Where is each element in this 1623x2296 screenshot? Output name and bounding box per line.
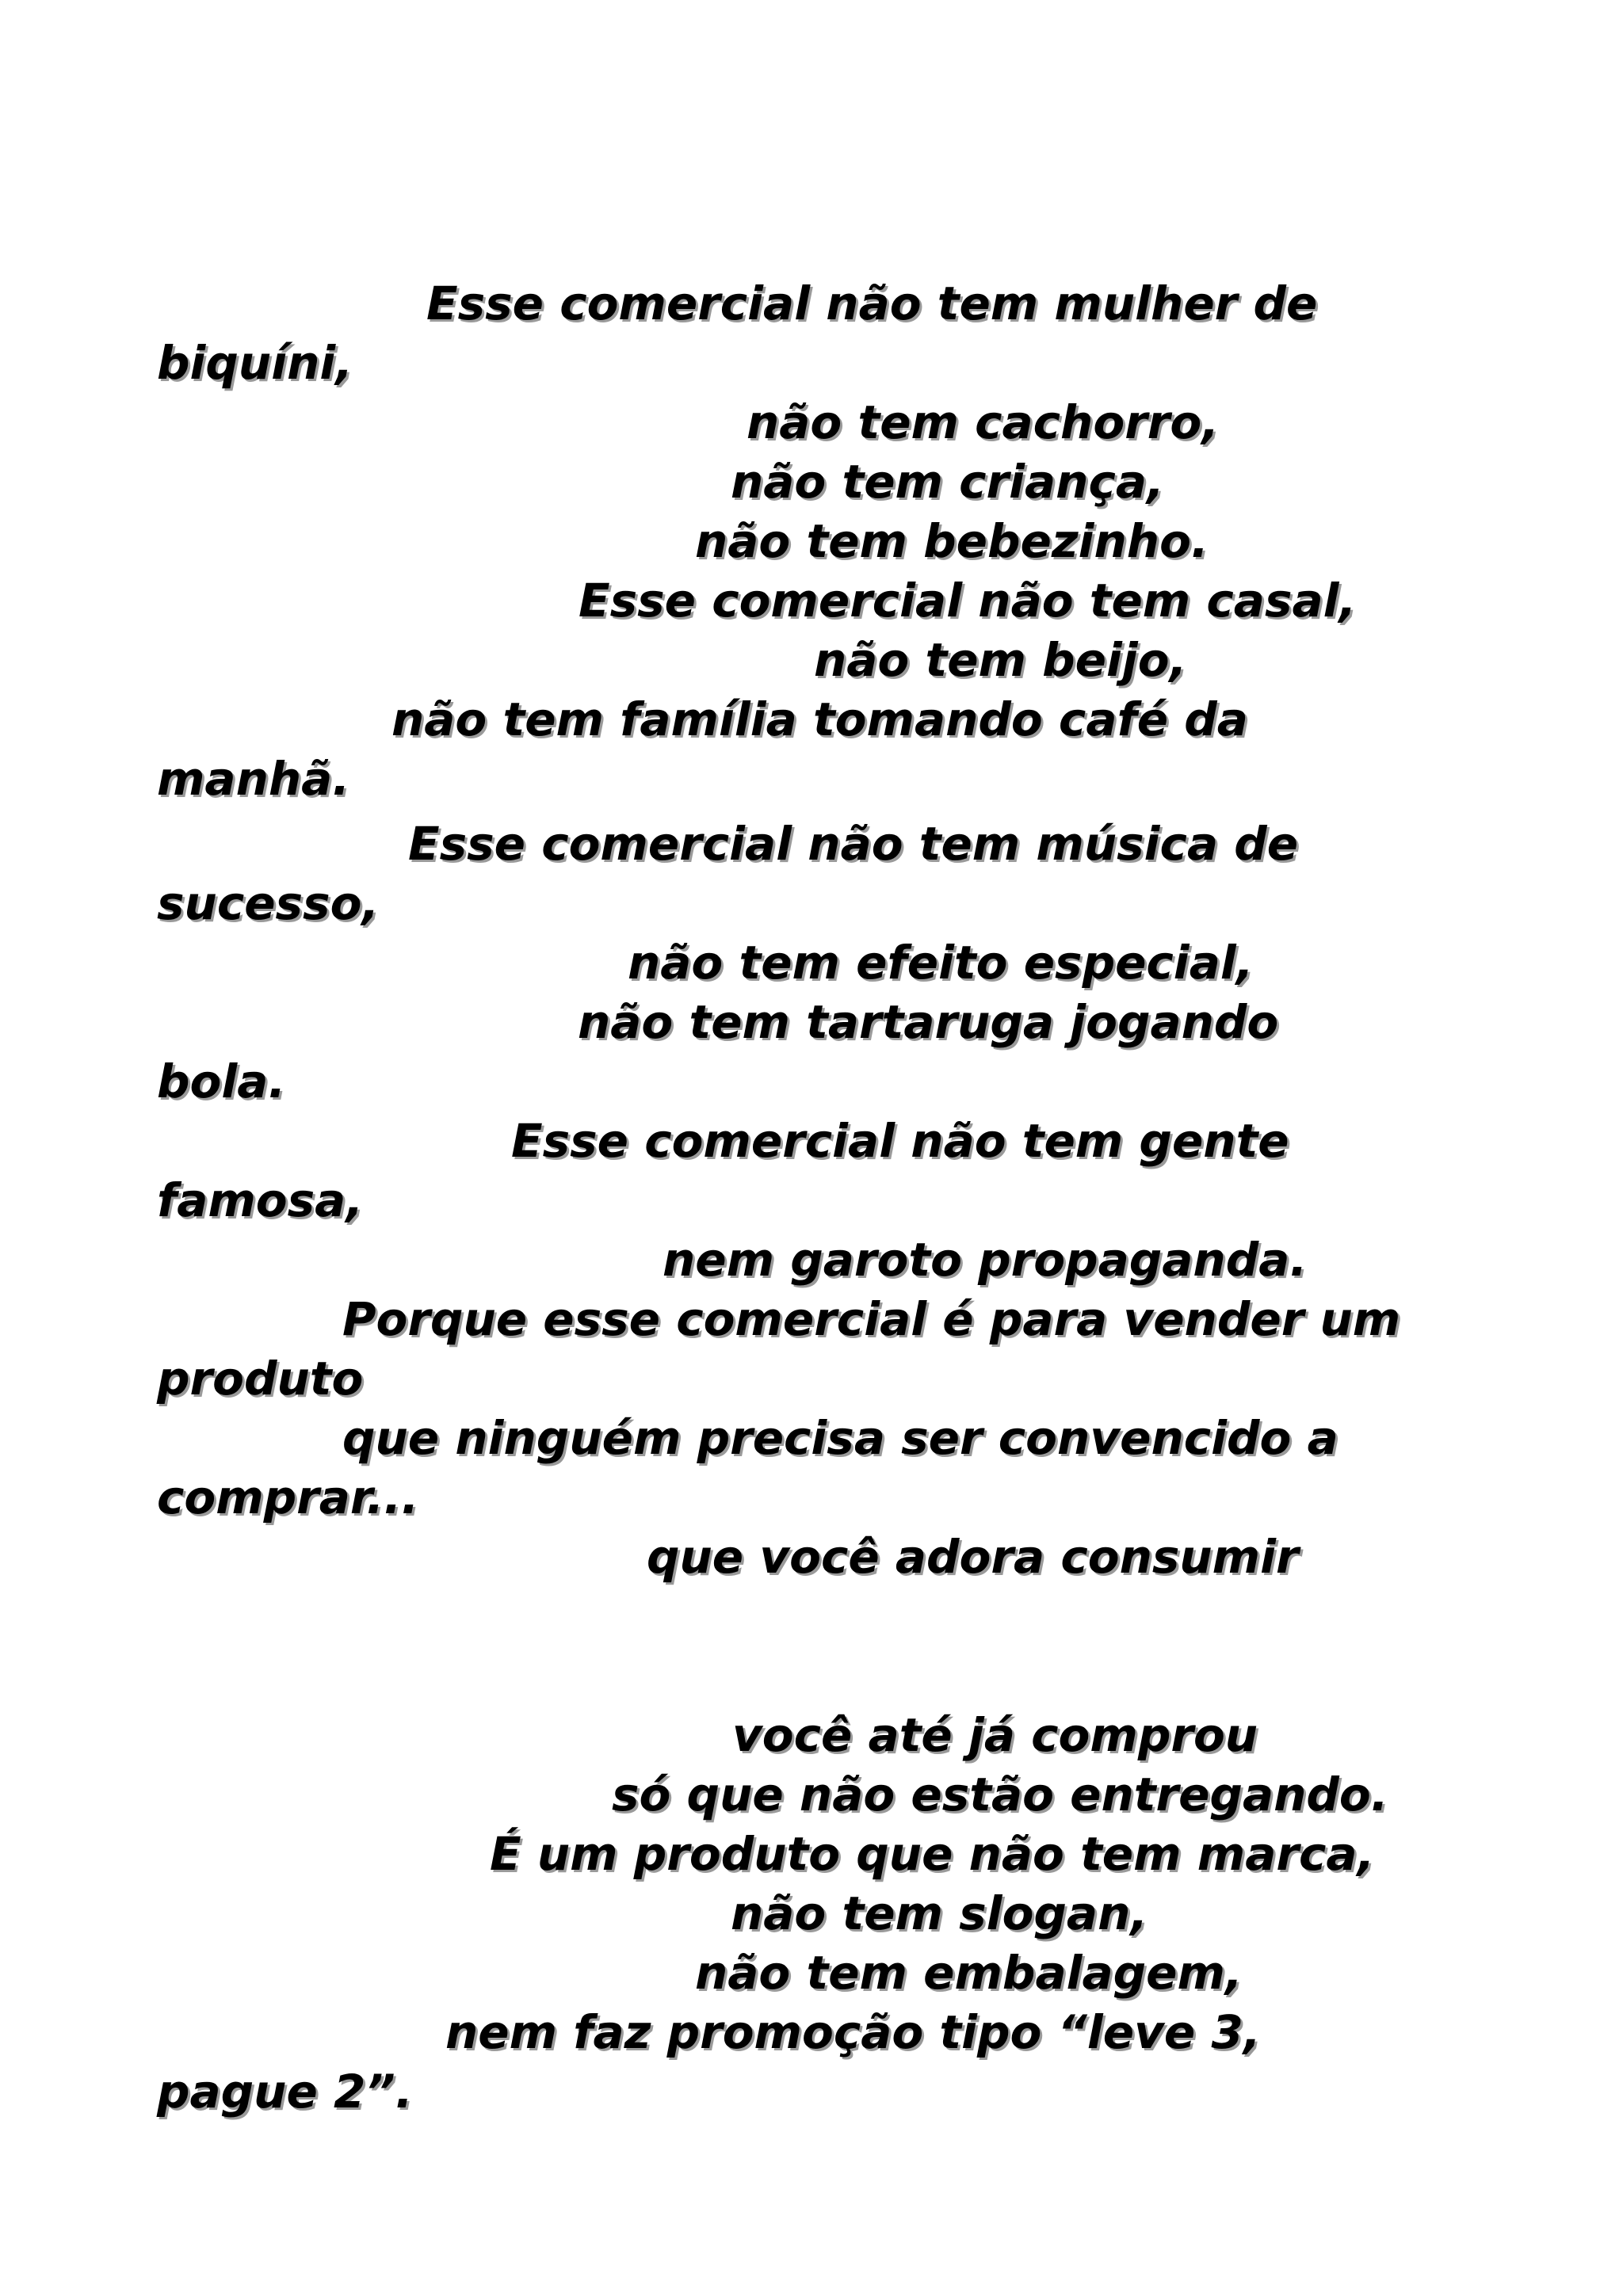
- poem-line: manhã.: [157, 752, 350, 806]
- poem-line: não tem slogan,: [731, 1886, 1148, 1940]
- poem-line: produto: [157, 1352, 364, 1405]
- poem-line: sucesso,: [157, 876, 380, 930]
- poem-line: É um produto que não tem marca,: [490, 1827, 1375, 1881]
- poem-line: não tem tartaruga jogando: [578, 995, 1279, 1049]
- poem-line: famosa,: [157, 1173, 364, 1227]
- poem-line: comprar...: [157, 1470, 419, 1524]
- poem-line: não tem família tomando café da: [391, 692, 1248, 746]
- poem-line: não tem beijo,: [814, 633, 1187, 687]
- poem-line: Esse comercial não tem casal,: [579, 574, 1357, 627]
- poem-line: biquíni,: [157, 336, 353, 390]
- poem-line: pague 2”.: [157, 2065, 413, 2119]
- poem-line: não tem efeito especial,: [628, 936, 1254, 990]
- poem-line: Esse comercial não tem mulher de: [426, 277, 1318, 330]
- poem-line: você até já comprou: [732, 1708, 1258, 1762]
- poem-line: nem garoto propaganda.: [663, 1233, 1308, 1287]
- poem-line: Esse comercial não tem música de: [408, 817, 1299, 871]
- poem-line: bola.: [157, 1055, 286, 1108]
- poem-line: Esse comercial não tem gente: [511, 1114, 1289, 1168]
- poem-line: não tem embalagem,: [695, 1946, 1243, 2000]
- poem-line: Porque esse comercial é para vender um: [342, 1292, 1401, 1346]
- poem-line: não tem bebezinho.: [695, 514, 1209, 568]
- poem-line: nem faz promoção tipo “leve 3,: [445, 2005, 1261, 2059]
- poem-line: só que não estão entregando.: [612, 1768, 1388, 1821]
- poem-line: não tem criança,: [731, 455, 1165, 509]
- poem-line: que você adora consumir: [647, 1530, 1299, 1584]
- poem-line: não tem cachorro,: [747, 395, 1220, 449]
- poem-line: que ninguém precisa ser convencido a: [342, 1411, 1338, 1465]
